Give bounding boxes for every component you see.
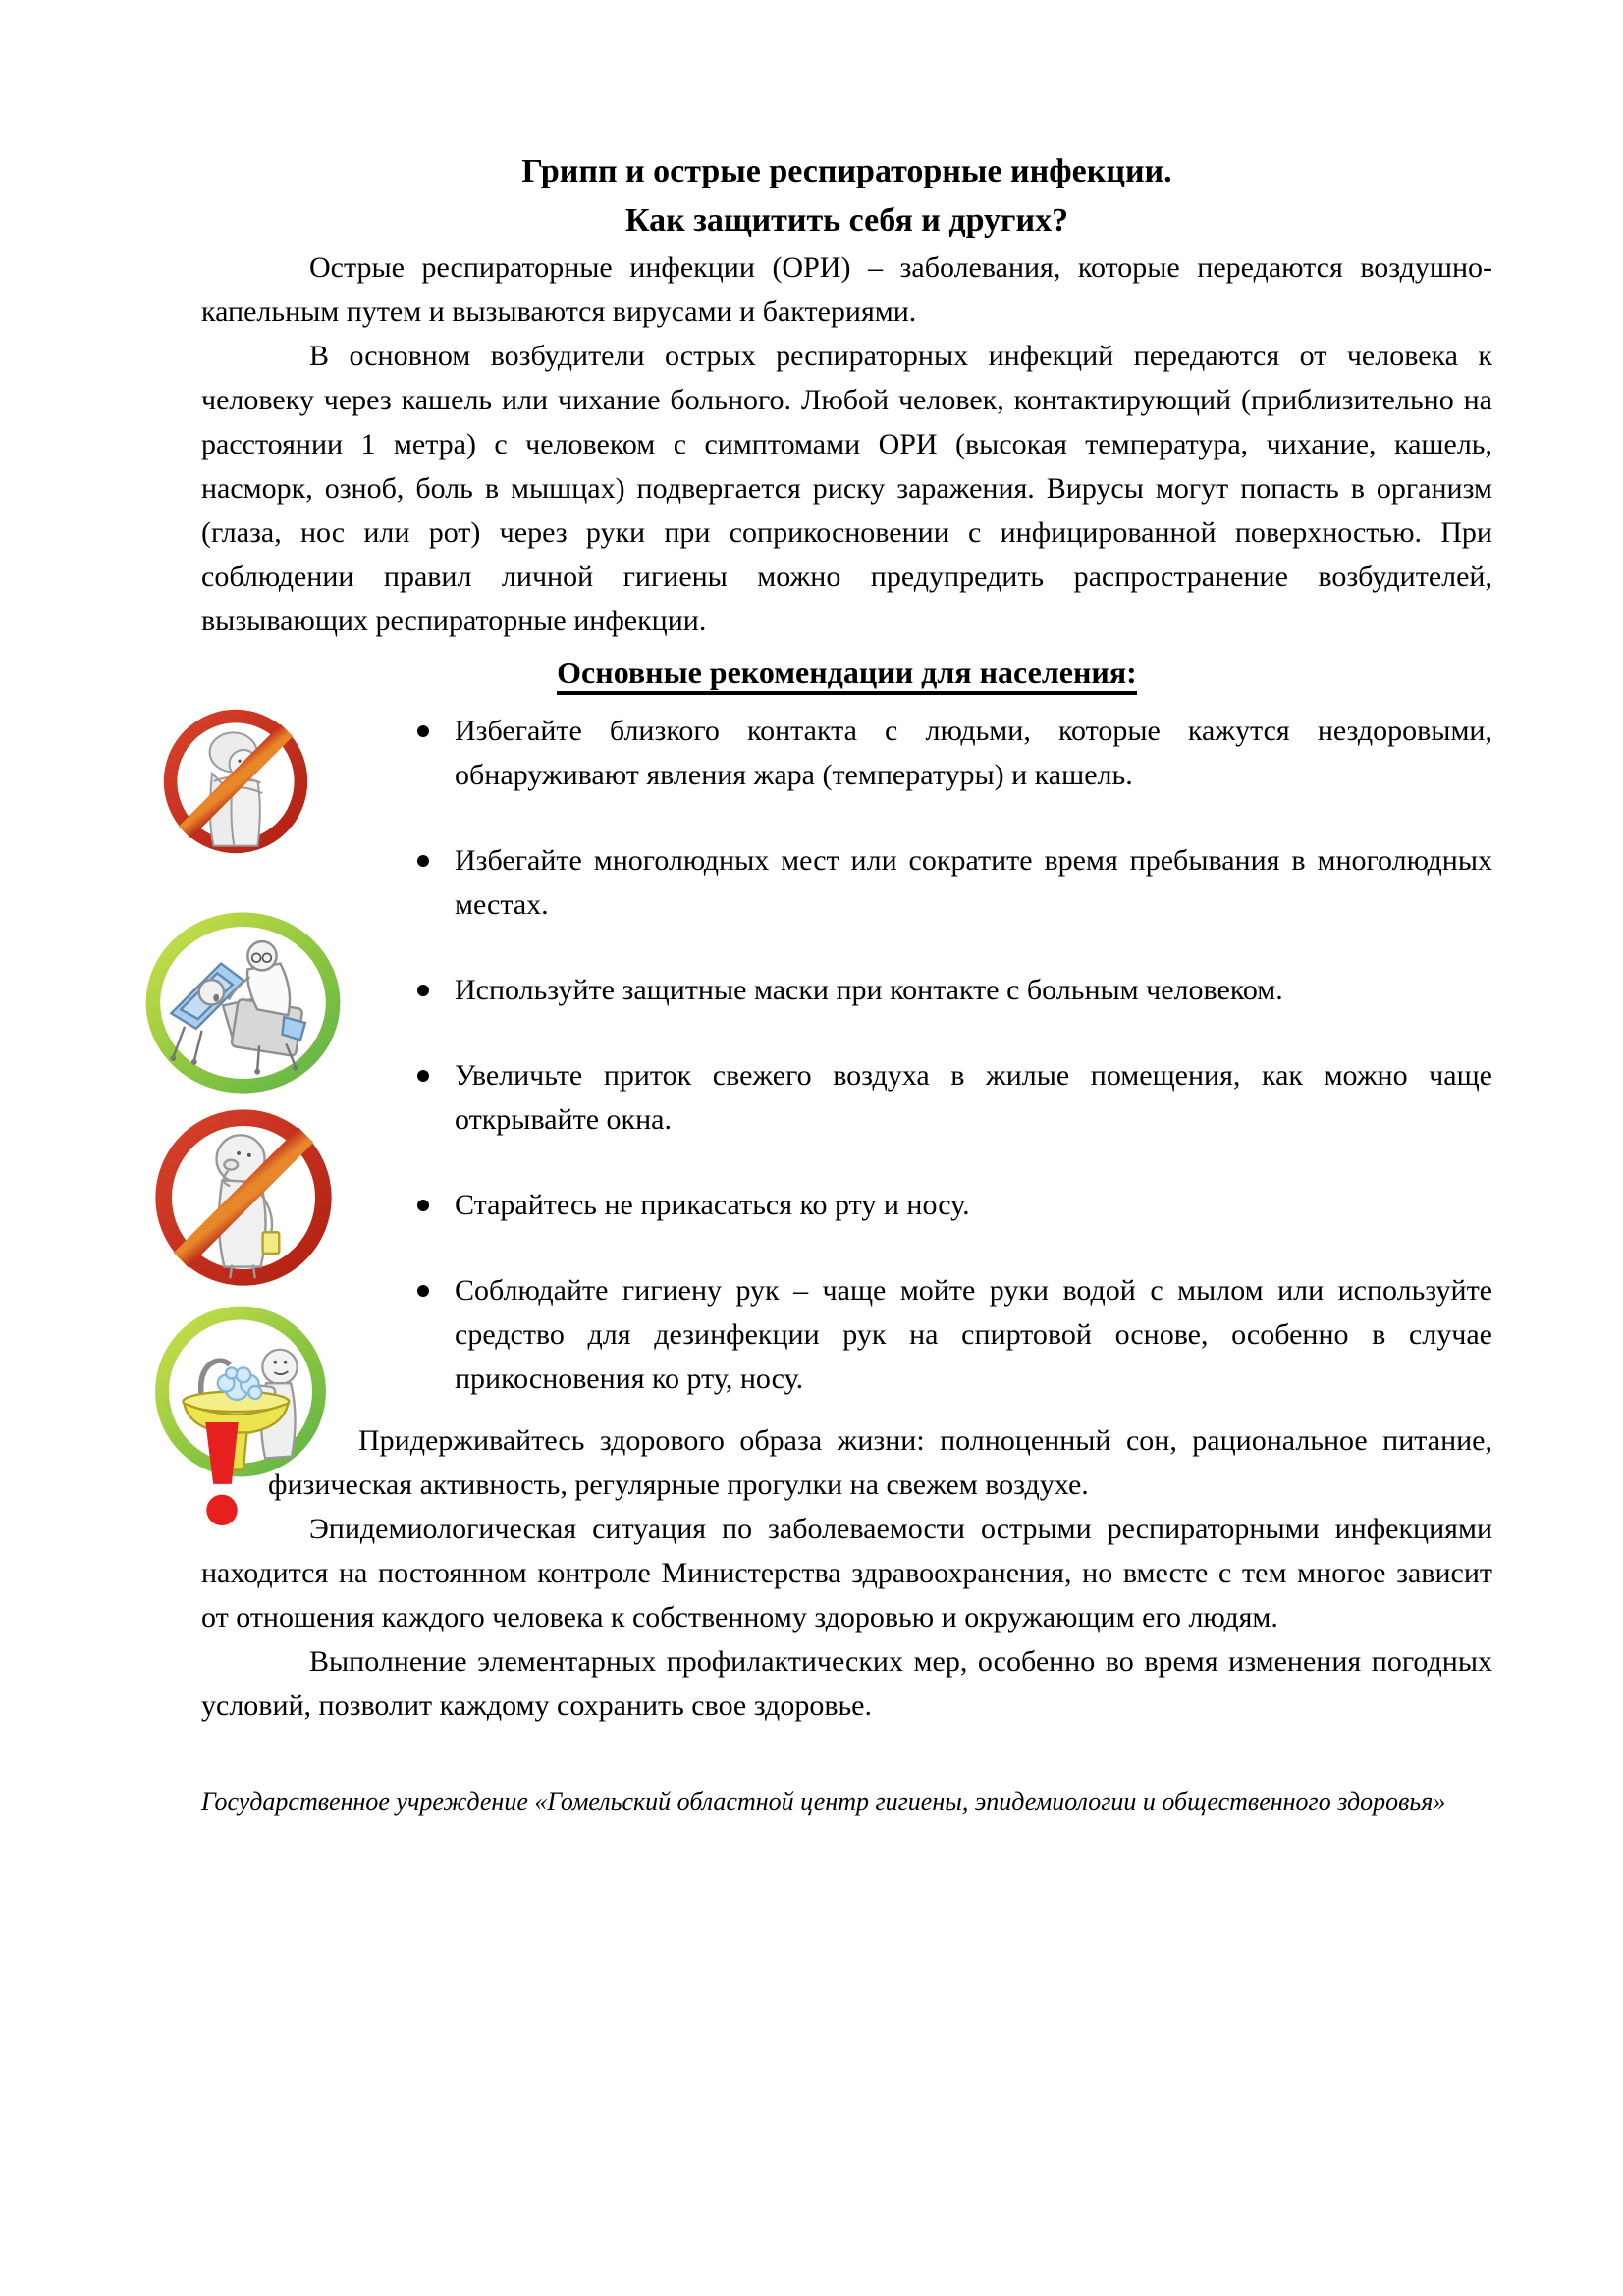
healthy-lifestyle-text: Придерживайтесь здорового образа жизни: полноценный сон, рациональное питание, физическая активность, регулярные прогулки на свежем воздухе. — [268, 1424, 1492, 1501]
title-line-2: Как защитить себя и других? — [624, 202, 1069, 239]
healthy-lifestyle-note — [268, 1418, 1492, 1507]
page-title — [201, 147, 1492, 245]
title-line-1: Грипп и острые респираторные инфекции. — [521, 153, 1172, 189]
recommendation-item-6 — [415, 1268, 1492, 1401]
recommendations-section — [0, 709, 1623, 1401]
recommendation-item-5 — [415, 1183, 1492, 1227]
closing-paragraph-2: Выполнение элементарных профилактических мер, особенно во время изменения погодных условий, позволит каждому сохранить свое здоровье. — [201, 1645, 1492, 1722]
recommendation-item-1 — [415, 709, 1492, 797]
recommendations-heading — [201, 651, 1492, 695]
recommendation-item-4 — [415, 1053, 1492, 1142]
recommendation-item-2 — [415, 838, 1492, 927]
no-touching-face-icon — [147, 1101, 340, 1294]
intro-paragraph-1: Острые респираторные инфекции (ОРИ) – заболевания, которые передаются воздушно-капельным путем и вызываются вирусами и бактериями. — [201, 251, 1492, 328]
closing-paragraph-1: Эпидемиологическая ситуация по заболеваемости острыми респираторными инфекциями находится на постоянном контроле Министерства здравоохранения, но вместе с тем многое зависит от отношения каждого человека к собственному здоровью и окружающим его людям. — [201, 1513, 1492, 1633]
recommendation-text-3: Используйте защитные маски при контакте с больным человеком. — [455, 974, 1283, 1006]
recommendation-item-3 — [415, 968, 1492, 1012]
no-close-contact-icon — [157, 703, 314, 860]
recommendation-text-1: Избегайте близкого контакта с людьми, которые кажутся нездоровыми, обнаруживают явления жара (температуры) и кашель. — [455, 715, 1492, 791]
recommendation-text-4: Увеличьте приток свежего воздуха в жилые помещения, как можно чаще открывайте окна. — [455, 1059, 1492, 1136]
medical-care-icon — [142, 910, 344, 1096]
recommendation-text-5: Старайтесь не прикасаться ко рту и носу. — [455, 1189, 970, 1221]
recommendation-text-2: Избегайте многолюдных мест или сократите время пребывания в многолюдных местах. — [455, 844, 1492, 921]
exclamation-icon — [201, 1422, 243, 1528]
recommendations-heading-text: Основные рекомендации для населения: — [557, 655, 1137, 695]
recommendation-text-6: Соблюдайте гигиену рук – чаще мойте руки водой с мылом или используйте средство для дезинфекции рук на спиртовой основе, особенно в случае прикосновения ко рту, носу. — [455, 1274, 1492, 1395]
institution-footer: Государственное учреждение «Гомельский областной центр гигиены, эпидемиологии и общественного здоровья» — [201, 1788, 1446, 1816]
intro-paragraph-2: В основном возбудители острых респираторных инфекций передаются от человека к человеку через кашель или чихание больного. Любой человек, контактирующий (приблизительно на расстоянии 1 метра) с человеком с симптомами ОРИ (высокая температура, чихание, кашель, насморк, озноб, боль в мышцах) подвергается риску заражения. Вирусы могут попасть в организм (глаза, нос или рот) через руки при соприкосновении с инфицированной поверхностью. При соблюдении правил личной гигиены можно предупредить распространение возбудителей, вызывающих респираторные инфекции. — [201, 340, 1492, 637]
recommendations-list — [415, 709, 1492, 1401]
